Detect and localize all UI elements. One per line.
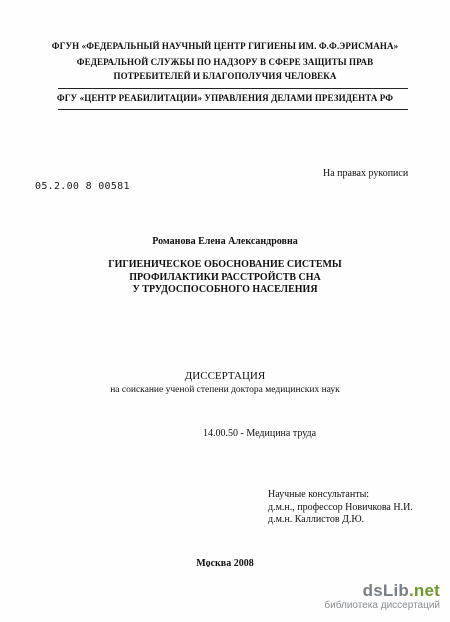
- specialty-code: 14.00.50 - Медицина труда: [203, 428, 317, 439]
- header-divider: [58, 88, 408, 89]
- watermark-logo: [324, 582, 440, 600]
- consultants-block: [268, 489, 413, 527]
- header-line-3: ПОТРЕБИТЕЛЕЙ И БЛАГОПОЛУЧИЯ ЧЕЛОВЕКА: [113, 71, 337, 81]
- watermark-logo-tld: .net: [408, 581, 440, 600]
- header-line-4: ФГУ «ЦЕНТР РЕАБИЛИТАЦИИ» УПРАВЛЕНИЯ ДЕЛАМИ ПРЕЗИДЕНТА РФ: [56, 93, 394, 103]
- header-line-1: ФГУН «ФЕДЕРАЛЬНЫЙ НАУЧНЫЙ ЦЕНТР ГИГИЕНЫ ИМ. Ф.Ф.ЭРИСМАНА»: [51, 41, 399, 51]
- city-year: Москва 2008: [196, 558, 254, 569]
- watermark-link[interactable]: [324, 582, 440, 612]
- consultant-first: д.м.н., профессор Новичкова Н.И.: [268, 501, 413, 513]
- author-name: Романова Елена Александровна: [152, 236, 298, 247]
- header-divider-2: [58, 109, 408, 110]
- title-line-2: ПРОФИЛАКТИКИ РАССТРОЙСТВ СНА: [129, 271, 321, 283]
- degree-line: на соискание ученой степени доктора медицинских наук: [110, 385, 340, 395]
- consultants-heading: Научные консультанты:: [268, 489, 370, 500]
- document-type: ДИССЕРТАЦИЯ: [184, 370, 266, 382]
- consultant-second: д.м.н. Каллистов Д.Ю.: [268, 514, 365, 525]
- header-line-2: ФЕДЕРАЛЬНОЙ СЛУЖБЫ ПО НАДЗОРУ В СФЕРЕ ЗАЩИТЫ ПРАВ: [76, 57, 374, 67]
- watermark-logo-main: dsLib: [362, 581, 409, 600]
- library-stamp-number: 05.2.00 8 00581: [35, 181, 130, 192]
- title-line-1: ГИГИЕНИЧЕСКОЕ ОБОСНОВАНИЕ СИСТЕМЫ: [108, 259, 342, 270]
- rights-note: На правах рукописи: [323, 168, 409, 179]
- dissertation-title: [0, 259, 450, 297]
- watermark-tagline: библиотека диссертаций: [324, 600, 440, 611]
- title-line-3: У ТРУДОСПОСОБНОГО НАСЕЛЕНИЯ: [132, 284, 318, 295]
